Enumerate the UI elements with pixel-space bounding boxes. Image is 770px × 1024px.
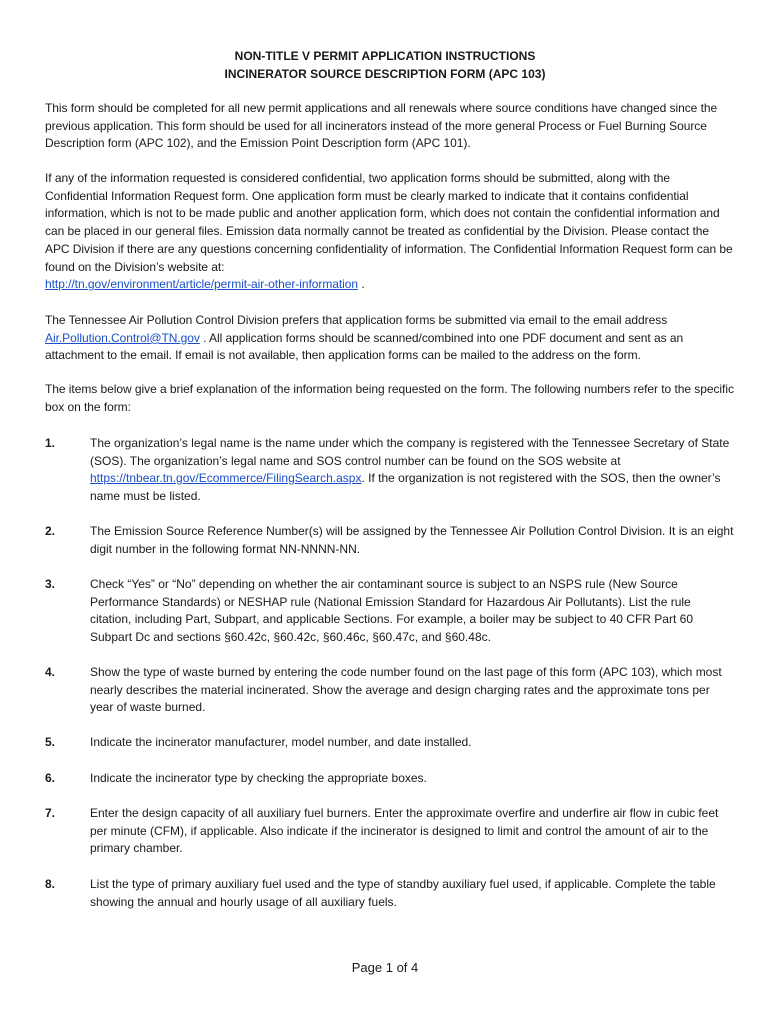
items-intro-paragraph: The items below give a brief explanation of the information being requested on the form. The following numbers refer to the specific box on the form: xyxy=(45,382,734,414)
confidentiality-trailer: . xyxy=(358,277,365,292)
item-text: Enter the design capacity of all auxiliary fuel burners. Enter the approximate overfire and underfire air flow in cubic feet per minute (CFM), if applicable. Also indicate if the incinerator is designed to limit and control the amount of air to the primary chamber. xyxy=(90,806,719,856)
submission-paragraph xyxy=(45,312,735,365)
item-text: Indicate the incinerator type by checking the appropriate boxes. xyxy=(90,771,427,785)
item-number: 5. xyxy=(45,735,56,749)
item-text: Show the type of waste burned by entering the code number found on the last page of this form (APC 103), which most nearly describes the material incinerated. Show the average and design charging rates and the approximate tons per year of waste burned. xyxy=(90,665,722,715)
item-number: 6. xyxy=(45,771,56,785)
item-number: 4. xyxy=(45,665,56,679)
item-text xyxy=(90,435,735,506)
item-number: 3. xyxy=(45,577,56,591)
item-text: List the type of primary auxiliary fuel used and the type of standby auxiliary fuel used, if applicable. Complete the table showing the annual and hourly usage of all auxiliary fuels. xyxy=(90,877,716,909)
item-number: 8. xyxy=(45,877,56,891)
item-text-before: The organization’s legal name is the name under which the company is registered with the Tennessee Secretary of State (SOS). The organization’s legal name and SOS control number can be found on the SOS website at xyxy=(90,436,730,468)
item-number: 2. xyxy=(45,524,56,538)
item-text-after: . If the organization is not registered with the SOS, then the owner’s name must be listed. xyxy=(90,471,721,504)
submission-text-before: The Tennessee Air Pollution Control Division prefers that application forms be submitted via email to the email address xyxy=(45,313,668,327)
submission-text-after: . All application forms should be scanned/combined into one PDF document and sent as an attachment to the email. If email is not available, then application forms can be mailed to the address on the form. xyxy=(45,330,684,363)
item-number: 7. xyxy=(45,806,56,820)
confidential-request-link[interactable]: http://tn.gov/environment/article/permit-air-other-information xyxy=(45,277,359,292)
item-text: Check “Yes” or “No” depending on whether the air contaminant source is subject to an NSPS rule (New Source Performance Standards) or NESHAP rule (National Emission Standard for Hazardous Air Pollutants). List the rule citation, including Part, Subpart, and applicable Sections. For example, a boiler may be subject to 40 CFR Part 60 Subpart Dc and sections §60.42c, §60.42c, §60.46c, §60.47c, and §60.48c. xyxy=(90,577,693,645)
item-text: The Emission Source Reference Number(s) will be assigned by the Tennessee Air Pollution Control Division. It is an eight digit number in the following format NN-NNNN-NN. xyxy=(90,524,734,556)
confidentiality-text: If any of the information requested is considered confidential, two application forms should be submitted, along with the Confidential Information Request form. One application form must be clearly marked to indicate that it contains confidential information, which is not to be made public and another application form, which does not contain the confidential information and can be placed in our general files. Emission data normally cannot be treated as confidential by the Division. Please contact the APC Division if there are any questions concerning confidentiality of information. The Confidential Information Request form can be found on the Division’s website at: xyxy=(45,171,733,274)
sos-search-link[interactable]: https://tnbear.tn.gov/Ecommerce/FilingSearch.aspx xyxy=(90,471,362,486)
page-subtitle: INCINERATOR SOURCE DESCRIPTION FORM (APC 103) xyxy=(224,67,546,81)
item-text: Indicate the incinerator manufacturer, model number, and date installed. xyxy=(90,735,472,749)
email-link[interactable]: Air.Pollution.Control@TN.gov xyxy=(45,330,200,345)
item-number: 1. xyxy=(45,436,56,450)
intro-paragraph: This form should be completed for all new permit applications and all renewals where source conditions have changed since the previous application. This form should be used for all incinerators instead of the more general Process or Fuel Burning Source Description form (APC 102), and the Emission Point Description form (APC 101). xyxy=(45,101,718,151)
page-number: Page 1 of 4 xyxy=(351,960,419,975)
page-title: NON-TITLE V PERMIT APPLICATION INSTRUCTIONS xyxy=(234,49,536,63)
confidentiality-paragraph xyxy=(45,170,735,294)
